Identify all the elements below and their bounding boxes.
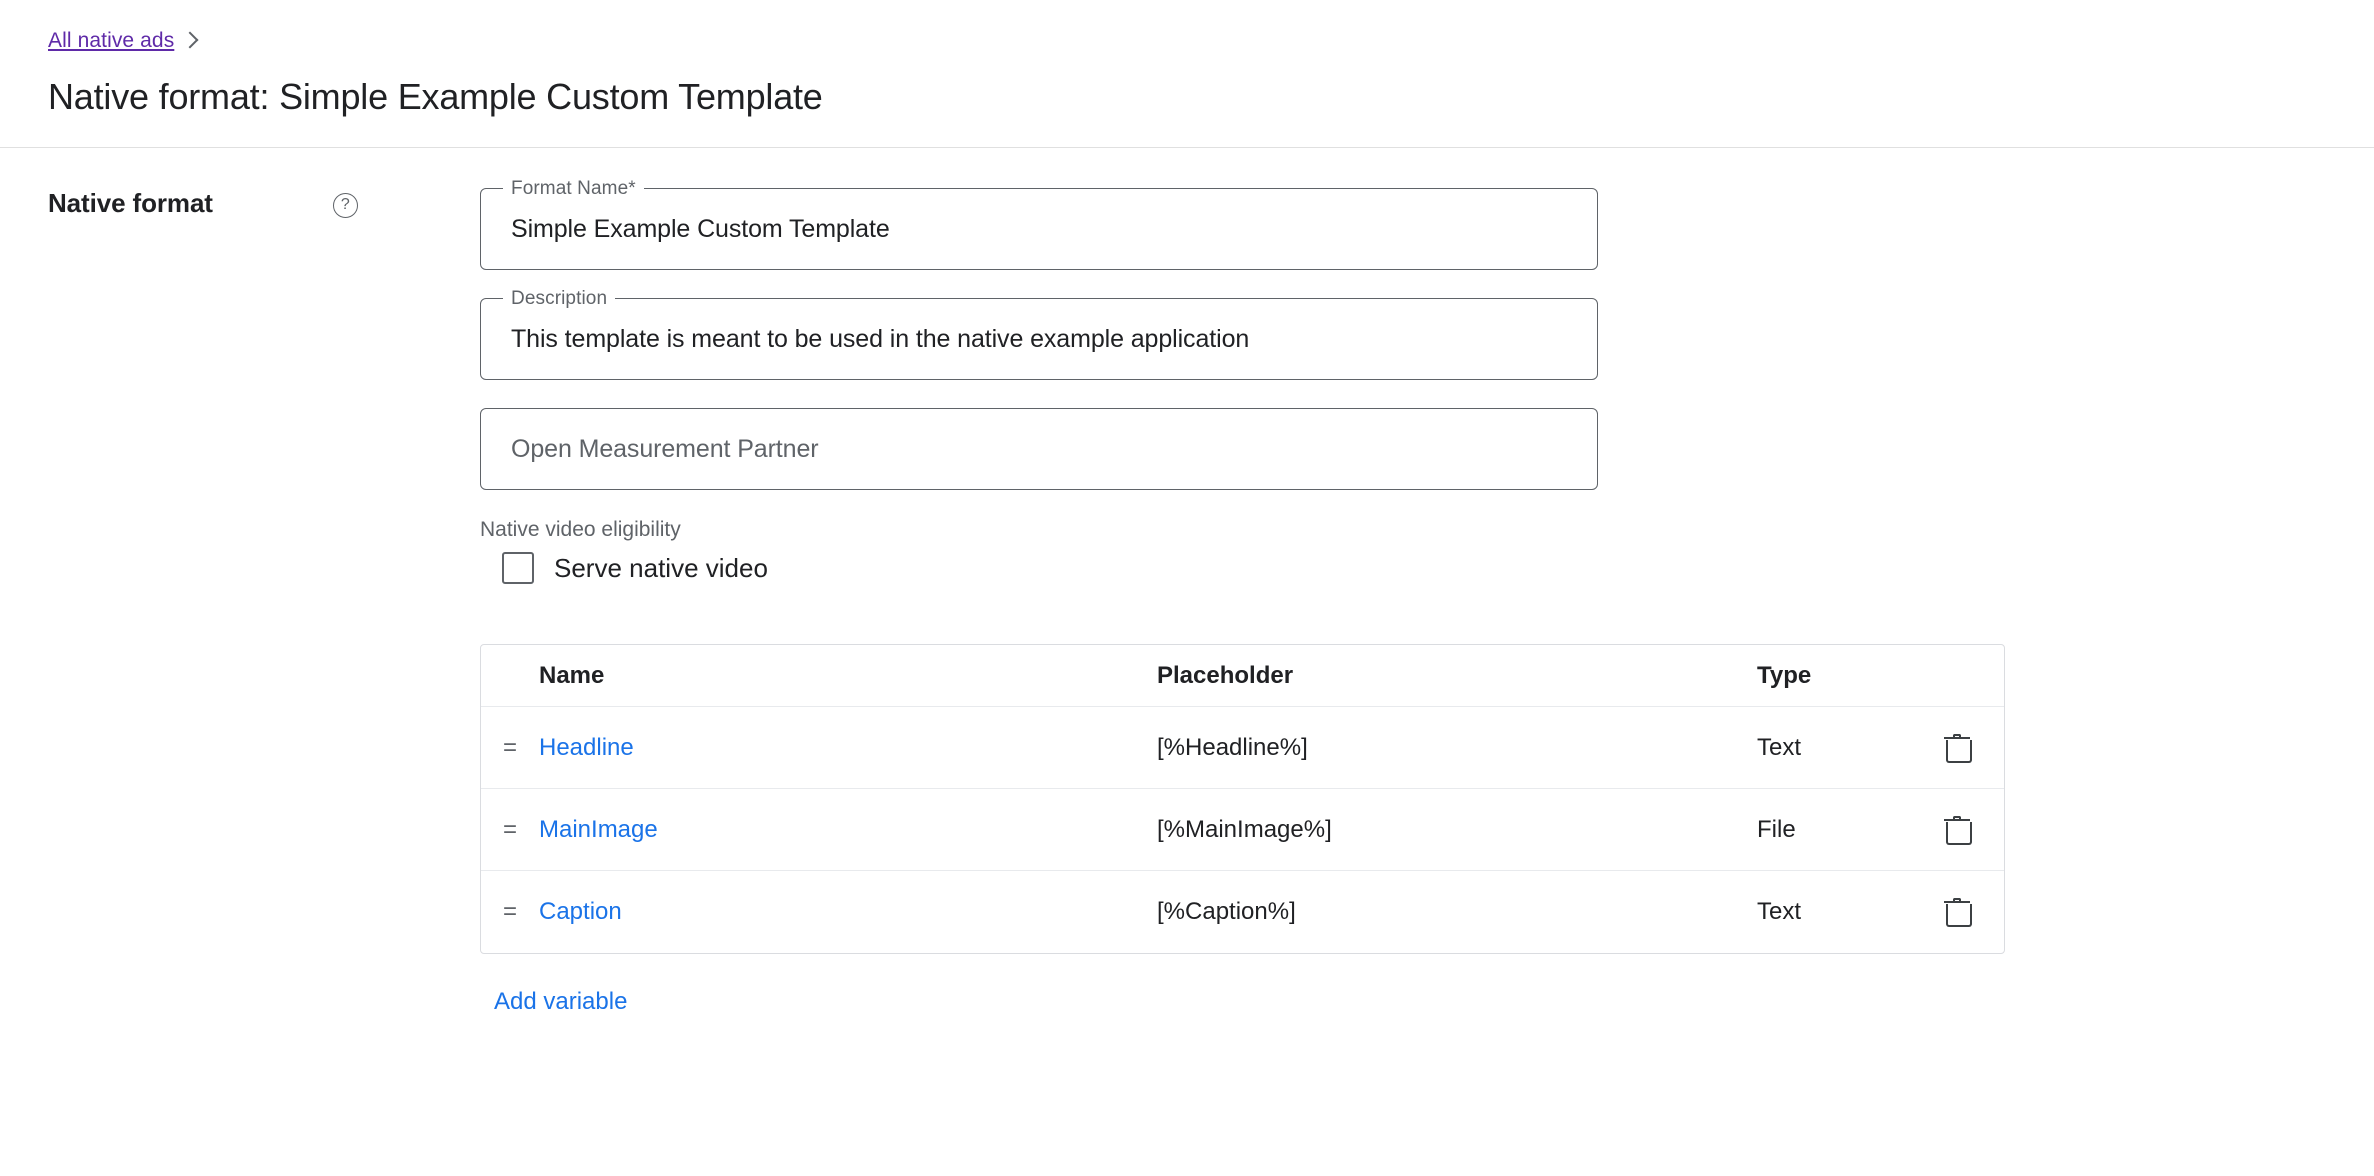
- open-measurement-partner-placeholder: Open Measurement Partner: [511, 434, 819, 463]
- variable-type: Text: [1757, 733, 1802, 761]
- serve-native-video-label: Serve native video: [554, 552, 768, 583]
- form-column: [440, 178, 2374, 1016]
- description-value: This template is meant to be used in the native example application: [511, 324, 1250, 353]
- variable-name-link[interactable]: [539, 816, 1157, 844]
- variable-name-link[interactable]: [539, 898, 1157, 926]
- variable-placeholder: [%Caption%]: [1157, 898, 1296, 925]
- row-actions: [1917, 734, 1997, 762]
- format-name-field[interactable]: [480, 178, 1598, 270]
- column-header-name: Name: [539, 661, 605, 689]
- breadcrumb: [48, 26, 2374, 56]
- serve-native-video-row[interactable]: [502, 552, 2374, 584]
- column-header-placeholder: Placeholder: [1157, 661, 1294, 689]
- row-actions: [1917, 816, 1997, 844]
- breadcrumb-link-all-native-ads[interactable]: All native ads: [48, 29, 175, 52]
- variable-type: File: [1757, 815, 1796, 843]
- add-variable-button[interactable]: Add variable: [494, 988, 628, 1015]
- table-header-row: [481, 645, 2004, 707]
- row-actions: [1917, 898, 1997, 926]
- help-icon[interactable]: ?: [333, 193, 358, 218]
- drag-handle-icon[interactable]: =: [503, 733, 518, 761]
- variables-table: [480, 644, 2005, 954]
- variable-name-text: Caption: [539, 898, 622, 925]
- native-video-eligibility-label: Native video eligibility: [480, 518, 681, 541]
- variable-name-link[interactable]: [539, 734, 1157, 762]
- variable-placeholder: [%MainImage%]: [1157, 815, 1332, 843]
- trash-icon[interactable]: [1944, 816, 1970, 844]
- variable-name-text: MainImage: [539, 815, 658, 843]
- page-header: [0, 0, 2374, 148]
- chevron-right-icon: [182, 32, 199, 49]
- table-row: [481, 871, 2004, 953]
- description-field[interactable]: [480, 288, 1598, 380]
- section-title: Native format: [48, 188, 213, 218]
- serve-native-video-checkbox[interactable]: [502, 552, 534, 584]
- table-row: [481, 789, 2004, 871]
- page-title: Native format: Simple Example Custom Template: [48, 76, 823, 117]
- drag-handle-icon[interactable]: =: [503, 815, 518, 843]
- variable-placeholder: [%Headline%]: [1157, 733, 1308, 761]
- page-body: [0, 148, 2374, 1016]
- open-measurement-partner-field[interactable]: [480, 408, 1598, 490]
- description-label: Description: [503, 288, 615, 310]
- trash-icon[interactable]: [1944, 734, 1970, 762]
- section-header: [0, 188, 440, 1016]
- table-row: [481, 707, 2004, 789]
- column-header-type: Type: [1757, 661, 1812, 689]
- variable-type: Text: [1757, 898, 1802, 925]
- variable-name-text: Headline: [539, 733, 634, 761]
- format-name-label: Format Name*: [503, 178, 644, 200]
- drag-handle-icon[interactable]: =: [503, 898, 518, 925]
- trash-icon[interactable]: [1944, 898, 1970, 926]
- format-name-value: Simple Example Custom Template: [511, 214, 890, 243]
